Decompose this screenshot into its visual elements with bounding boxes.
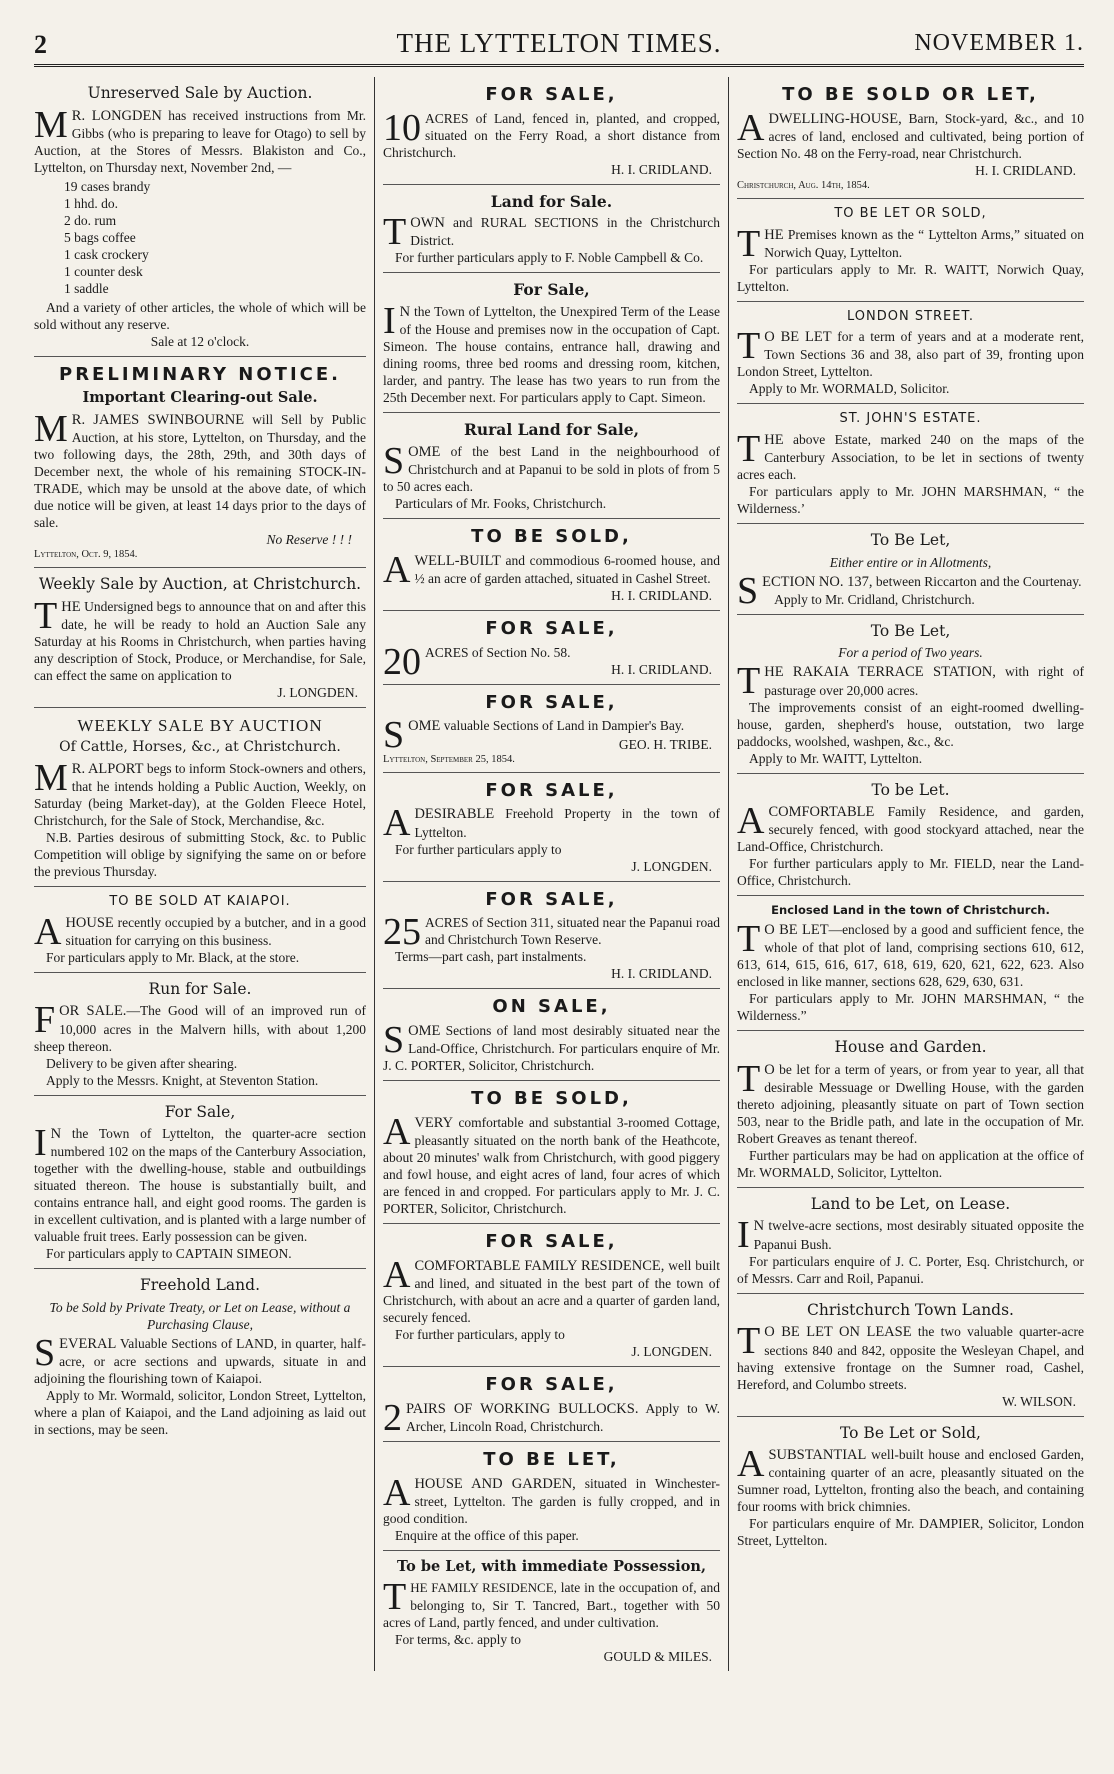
ad-heading: LONDON STREET. xyxy=(846,308,975,324)
ad-heading: TO BE SOLD, xyxy=(471,526,632,548)
drop-cap: A xyxy=(383,1111,411,1153)
ad-lead: HE xyxy=(764,431,784,448)
ad-lead: COMFORTABLE FAMILY RESIDENCE, xyxy=(414,1257,665,1274)
ad-heading: To Be Let or Sold, xyxy=(840,1423,981,1442)
ad-paragraph: For particulars apply to Mr. R. WAITT, Norwich Quay, Lyttelton. xyxy=(737,261,1084,294)
ad-lead: N xyxy=(50,1126,62,1143)
drop-cap: S xyxy=(383,439,405,482)
drop-cap: T xyxy=(34,594,58,637)
ad-heading: Weekly Sale by Auction, at Christchurch. xyxy=(38,575,362,594)
drop-cap: T xyxy=(737,917,761,960)
ad-freehold-property xyxy=(383,773,720,882)
drop-cap: A xyxy=(737,106,765,149)
goods-list xyxy=(64,178,366,297)
ad-body: ACRES of Section No. 58. xyxy=(425,644,571,660)
ad-body: comfortable and substantial 3-roomed Cottage, pleasantly situated on the north bank of the Heathcote, about 20 minutes' walk from Christchurch, with good piggery and fowl house, and eight acres of land, four acres of which are fenced in and cropped. For particulars apply to Mr. J. C. PORTER, Solicitor, Christchurch. xyxy=(383,1115,720,1217)
ad-lead: WELL-BUILT xyxy=(414,552,501,569)
drop-cap: A xyxy=(737,1443,765,1486)
list-item: 1 saddle xyxy=(64,280,109,296)
ad-body: the Town of Lyttelton, the Unexpired Term of the Lease of the House and premises now in the occupation of Capt. Simeon. The house contains, entrance hall, drawing and dining rooms, three bed rooms and dressing room, kitchen, larder, and pantry. The lease has two years to run from the 25th December next. For particulars apply to Capt. Simeon. xyxy=(383,303,720,406)
drop-cap: 10 xyxy=(383,106,421,149)
ad-paragraph: Apply to Mr. Cridland, Christchurch. xyxy=(774,591,975,607)
list-item: 2 do. rum xyxy=(64,212,117,228)
ad-heading: TO BE LET OR SOLD, xyxy=(834,206,987,222)
ad-let-or-sold xyxy=(737,1417,1084,1556)
ad-heading: PRELIMINARY NOTICE. xyxy=(59,363,341,385)
ad-body: the two valuable quarter-acre sections 840 and 842, opposite the Wesleyan Chapel, and having extensive frontage on the Sumner road, Cashel, Hereford, and Columbo streets. xyxy=(737,1324,1084,1392)
ad-paragraph: For particulars apply to Mr. Black, at the store. xyxy=(46,949,300,965)
drop-cap: I xyxy=(34,1122,47,1165)
ad-heading: ON SALE, xyxy=(492,996,611,1018)
ad-lead: OME xyxy=(408,718,441,735)
drop-cap: T xyxy=(737,1057,761,1100)
ad-heading: To Be Let, xyxy=(870,531,951,550)
signature: H. I. CRIDLAND. xyxy=(611,661,712,677)
ad-on-sale xyxy=(383,989,720,1081)
ad-paragraph: Enquire at the office of this paper. xyxy=(395,1528,579,1544)
ad-lead: OME xyxy=(408,1023,441,1040)
ad-lead: COMFORTABLE xyxy=(768,804,875,821)
ad-paragraph: For particulars apply to CAPTAIN SIMEON. xyxy=(46,1246,292,1262)
signature: J. LONGDEN. xyxy=(277,684,358,700)
ad-lead: N xyxy=(753,1218,765,1235)
ad-preliminary-notice xyxy=(34,357,366,568)
drop-cap: T xyxy=(383,1576,407,1619)
ad-paragraph: For further particulars, apply to xyxy=(395,1327,565,1343)
signature: J. LONGDEN. xyxy=(631,858,712,874)
ad-body: the Town of Lyttelton, the quarter-acre section numbered 102 on the maps of the Canterbury Association, together with the dwelling-house, stable and outbuildings situated thereon. The house is substantially built, and contains entrance hall, and eight good rooms. The garden is in excellent cultivation, and is planted with a large number of valuable fruit trees. Early possession can be given. xyxy=(34,1126,366,1245)
ad-body: Family Residence, and garden, securely fenced, with good stockyard attached, near the Land-Office, Christchurch. xyxy=(737,804,1084,855)
ad-paragraph: Apply to Mr. WAITT, Lyttelton. xyxy=(749,750,923,766)
ad-london-street xyxy=(737,302,1084,405)
ad-body: between Riccarton and the Courtenay. xyxy=(872,573,1082,589)
ad-unreserved-sale xyxy=(34,77,366,357)
ad-paragraph: For further particulars apply to Mr. FIELD, near the Land-Office, Christchurch. xyxy=(737,856,1084,889)
ad-paragraph: Apply to Mr. Wormald, solicitor, London Street, Lyttelton, where a plan of Kaiapoi, and the Land adjoining as laid out in sections, may be seen. xyxy=(34,1388,366,1438)
signature: H. I. CRIDLAND. xyxy=(611,161,712,177)
ad-body: situated in Winchester-street, Lyttelton. The garden is fully cropped, and in good condition. xyxy=(383,1475,720,1527)
ad-body: begs to inform Stock-owners and others, that he intends holding a Public Auction, Weekly, on Saturday (being Market-day), at the Golden Fleece Hotel, Christchurch, for the Sale of Stock, Merchandise, &c. xyxy=(34,761,366,829)
ad-run-for-sale xyxy=(34,973,366,1096)
ad-body: with right of pasturage over 20,000 acres. xyxy=(764,664,1084,698)
signature: GOULD & MILES. xyxy=(603,1648,712,1664)
ad-body: has received instructions from Mr. Gibbs (who is preparing to leave for Otago) to sell by Auction, at the Stores of Messrs. Blakiston and Co., Lyttelton, on Thursday next, November 2nd, — xyxy=(34,107,366,175)
list-item: 5 bags coffee xyxy=(64,229,136,245)
ad-freehold-land xyxy=(34,1269,366,1444)
drop-cap: T xyxy=(737,1320,761,1363)
drop-cap: I xyxy=(737,1214,750,1257)
ad-lead: R. LONGDEN xyxy=(71,107,162,124)
ad-body: ACRES of Section 311, situated near the Papanui road and Christchurch Town Reserve. xyxy=(425,915,720,948)
ad-body: Premises known as the “ Lyttelton Arms,” situated on Norwich Quay, Lyttelton. xyxy=(764,226,1084,260)
newspaper-title: THE LYTTELTON TIMES. xyxy=(396,28,722,58)
ad-house-garden-let xyxy=(383,1442,720,1551)
ad-family-residence xyxy=(383,1224,720,1367)
ad-subheading: Of Cattle, Horses, &c., at Christchurch. xyxy=(59,739,341,756)
ad-well-built-house xyxy=(383,519,720,611)
signature: H. I. CRIDLAND. xyxy=(975,162,1076,178)
ad-paragraph: For particulars apply to Mr. JOHN MARSHMAN, “ the Wilderness.” xyxy=(737,991,1084,1024)
ad-heading: FOR SALE, xyxy=(485,84,618,105)
ad-paragraph: Further particulars may be had on application at the office of Mr. WORMALD, Solicitor, Lyttelton. xyxy=(737,1147,1084,1180)
ad-heading: To be Let, with immediate Possession, xyxy=(396,1558,707,1576)
sale-time: Sale at 12 o'clock. xyxy=(150,333,250,349)
ad-lead: OR SALE. xyxy=(59,1003,127,1020)
ad-lead: HE RAKAIA TERRACE STATION, xyxy=(764,664,996,681)
ad-lead: EVERAL xyxy=(59,1336,117,1352)
dateline: Christchurch, Aug. 14th, 1854. xyxy=(737,179,870,191)
ad-20-acres xyxy=(383,611,720,685)
ad-body: and commodious 6-roomed house, and ½ an acre of garden attached, situated in Cashel Street. xyxy=(414,552,720,586)
ad-paragraph: For terms, &c. apply to xyxy=(395,1631,521,1647)
ad-lead: PAIRS OF WORKING BULLOCKS. xyxy=(406,1400,639,1417)
ad-lead: N xyxy=(399,303,411,320)
ad-dampiers-bay xyxy=(383,685,720,773)
ad-heading: Enclosed Land in the town of Christchurch. xyxy=(771,903,1050,918)
list-item: 19 cases brandy xyxy=(64,178,151,194)
list-item: 1 counter desk xyxy=(64,263,143,279)
ad-paragraph: N.B. Parties desirous of submitting Stock, &c. to Public Competition will oblige by signifying the same on or before the previous Thursday. xyxy=(34,830,366,880)
ad-lead: HE FAMILY RESIDENCE, xyxy=(410,1580,557,1596)
ad-heading: FOR SALE, xyxy=(485,691,618,713)
ad-body: be let for a term of years, or from year to year, all that desirable Messuage or Dwelling House, with the garden thereto adjoining, pleasantly situate on part of Town section 503, near to the Bridle path, and late in the occupation of Mr. Robert Greaves as tenant thereof. xyxy=(737,1061,1084,1146)
ad-lead: R. JAMES SWINBOURNE xyxy=(71,411,245,428)
ad-paragraph: And a variety of other articles, the whole of which will be sold without any reserve. xyxy=(34,299,366,332)
ad-paragraph: For particulars enquire of J. C. Porter, Esq. Christchurch, or of Messrs. Carr and Roil, Papanui. xyxy=(737,1253,1084,1286)
ad-body: ACRES of Land, fenced in, planted, and cropped, situated on the Ferry Road, a short distance from Christchurch. xyxy=(383,110,720,160)
ad-comfortable-residence xyxy=(737,774,1084,897)
ad-body: for a term of years and at a moderate rent, Town Sections 36 and 38, also part of 39, fronting upon London Street, Lyttelton. xyxy=(737,329,1084,380)
ad-immediate-possession xyxy=(383,1551,720,1671)
ad-unexpired-lease xyxy=(383,273,720,413)
dateline: Lyttelton, September 25, 1854. xyxy=(383,753,515,765)
drop-cap: 2 xyxy=(383,1396,402,1439)
ad-heading: TO BE SOLD, xyxy=(471,1088,632,1110)
ad-rakaia-terrace xyxy=(737,615,1084,774)
ad-body: valuable Sections of Land in Dampier's Bay. xyxy=(440,718,685,734)
ad-heading: House and Garden. xyxy=(834,1038,987,1057)
ad-body: Freehold Property in the town of Lyttelton. xyxy=(414,806,720,840)
ad-body: well built and lined, and situated in the best part of the town of Christchurch, with about an acre and a quarter of garden land, securely fenced. xyxy=(383,1257,720,1326)
ad-lead: VERY xyxy=(414,1115,454,1131)
ad-body: above Estate, marked 240 on the maps of the Canterbury Association, to be let in sections of twenty acres each. xyxy=(737,431,1084,483)
ad-paragraph: Delivery to be given after shearing. xyxy=(46,1055,238,1071)
ad-heading: Christchurch Town Lands. xyxy=(806,1300,1014,1319)
ad-heading: To Be Let, xyxy=(870,621,951,640)
ad-body: —enclosed by a good and sufficient fence, the whole of that plot of land, comprising sections 610, 612, 613, 614, 615, 616, 617, 618, 619, 620, 621, 622, 623. Also enclosed in like manner, sections 628, 629, 630, 631. xyxy=(737,921,1085,990)
column-3 xyxy=(729,77,1084,1555)
no-reserve: No Reserve ! ! ! xyxy=(266,531,352,547)
drop-cap: A xyxy=(383,802,411,845)
list-item: 1 cask crockery xyxy=(64,246,149,262)
ad-heading: FOR SALE, xyxy=(485,617,618,639)
page-number: 2 xyxy=(34,30,47,59)
ad-lyttelton-arms xyxy=(737,199,1084,302)
ad-land-for-sale xyxy=(383,185,720,274)
ad-dwelling-house xyxy=(737,77,1084,199)
ad-lead: ECTION NO. 137, xyxy=(762,573,873,590)
issue-date: NOVEMBER 1. xyxy=(914,30,1084,56)
ad-lead: O BE LET xyxy=(764,329,832,346)
ad-cottage xyxy=(383,1081,720,1224)
ad-for-sale-lyttelton xyxy=(34,1096,366,1270)
ad-body: —The Good will of an improved run of 10,000 acres in the Malvern hills, with about 1,200 sheep thereon. xyxy=(34,1003,366,1054)
signature: J. LONGDEN. xyxy=(631,1344,712,1360)
ad-lead: HE xyxy=(764,226,784,243)
ad-bullocks xyxy=(383,1367,720,1442)
ad-heading: WEEKLY SALE BY AUCTION xyxy=(77,715,323,735)
ad-lead: OWN xyxy=(410,215,445,232)
ad-paragraph: For particulars enquire of Mr. DAMPIER, Solicitor, London Street, Lyttelton. xyxy=(737,1516,1084,1549)
ad-subtitle: Either entire or in Allotments, xyxy=(829,554,992,570)
ad-house-and-garden xyxy=(737,1031,1084,1188)
ad-kaiapoi xyxy=(34,887,366,973)
ad-christchurch-town-lands xyxy=(737,1294,1084,1417)
ad-body: and RURAL SECTIONS in the Christchurch District. xyxy=(410,215,720,249)
ad-lead: HE xyxy=(61,598,81,615)
ad-lead: SUBSTANTIAL xyxy=(768,1447,867,1464)
ad-heading: FOR SALE, xyxy=(485,779,618,801)
drop-cap: M xyxy=(34,757,68,800)
column-1 xyxy=(34,77,374,1444)
ad-heading: FOR SALE, xyxy=(485,1231,618,1253)
ad-heading: Land for Sale. xyxy=(490,191,613,211)
ad-heading: FOR SALE, xyxy=(485,888,618,910)
ad-heading: TO BE SOLD OR LET, xyxy=(782,84,1039,105)
ad-heading: Run for Sale. xyxy=(148,979,252,998)
drop-cap: M xyxy=(34,407,68,450)
columns xyxy=(34,77,1084,1671)
ad-lead: DESIRABLE xyxy=(414,806,495,823)
ad-subheading: Important Clearing-out Sale. xyxy=(82,389,318,407)
ad-paragraph: Apply to Mr. WORMALD, Solicitor. xyxy=(749,381,950,397)
ad-heading: For Sale, xyxy=(513,280,590,300)
ad-body: well-built house and enclosed Garden, containing quarter of an acre, pleasantly situated on the Sumner road, Lyttelton, fronting also the beach, and containing four rooms with brick chimnies. xyxy=(737,1447,1084,1515)
ad-10-acres xyxy=(383,77,720,185)
ad-lead: R. ALPORT xyxy=(71,761,144,778)
drop-cap: A xyxy=(383,1471,411,1514)
ad-heading: Rural Land for Sale, xyxy=(463,420,640,440)
signature: H. I. CRIDLAND. xyxy=(611,587,712,603)
ad-weekly-sale-christchurch xyxy=(34,568,366,708)
ad-lead: O BE LET ON LEASE xyxy=(764,1324,912,1341)
ad-heading: TO BE LET, xyxy=(483,1449,620,1471)
drop-cap: M xyxy=(34,103,68,146)
ad-rural-land xyxy=(383,413,720,519)
ad-paragraph: Particulars of Mr. Fooks, Christchurch. xyxy=(395,496,607,512)
ad-st-johns-estate xyxy=(737,404,1084,524)
ad-heading: Freehold Land. xyxy=(140,1276,260,1295)
ad-25-acres xyxy=(383,882,720,990)
ad-heading: FOR SALE, xyxy=(485,1374,618,1396)
ad-body: Apply to W. Archer, Lincoln Road, Christchurch. xyxy=(406,1400,721,1435)
list-item: 1 hhd. do. xyxy=(64,195,118,211)
ad-paragraph: The improvements consist of an eight-roomed dwelling-house, garden, shepherd's house, outstation, two large paddocks, woolshed, washpen, &c., &c. xyxy=(737,699,1084,749)
drop-cap: A xyxy=(383,548,411,591)
drop-cap: A xyxy=(737,800,765,843)
ad-lead: HOUSE AND GARDEN, xyxy=(414,1475,576,1492)
drop-cap: T xyxy=(737,660,761,703)
ad-paragraph: For further particulars apply to xyxy=(395,841,562,857)
ad-heading: For Sale, xyxy=(164,1102,236,1121)
drop-cap: F xyxy=(34,999,56,1042)
column-2 xyxy=(374,77,729,1671)
drop-cap: T xyxy=(383,211,407,254)
drop-cap: S xyxy=(34,1332,56,1374)
ad-lead: O BE LET xyxy=(764,921,829,938)
masthead xyxy=(34,24,1084,67)
drop-cap: S xyxy=(737,569,759,612)
drop-cap: S xyxy=(383,1019,405,1062)
ad-body: will Sell by Public Auction, at his store, Lyttelton, on Thursday, and the two following days, the 28th, 29th, and 30th days of December next, the whole of his remaining STOCK-IN-TRADE, which may be unsold at the above date, of which due notice will be given, at least 14 days prior to the days of sale. xyxy=(34,411,366,530)
ad-heading: ST. JOHN'S ESTATE. xyxy=(839,411,982,427)
drop-cap: 20 xyxy=(383,640,421,683)
ad-paragraph: Apply to the Messrs. Knight, at Steventon Station. xyxy=(46,1072,319,1088)
ad-lead: HOUSE xyxy=(65,914,114,931)
ad-body: of the best Land in the neighbourhood of Christchurch and at Papanui to be sold in plots of from 5 to 50 acres each. xyxy=(383,443,720,495)
ad-body: Undersigned begs to announce that on and after this date, he will be ready to hold an Auction Sale any Saturday at his Rooms in Christchurch, when parties having any description of Stock, Produce, or Merchandise, for Sale, can effect the same on application to xyxy=(34,598,366,683)
ad-paragraph: For particulars apply to Mr. JOHN MARSHMAN, “ the Wilderness.’ xyxy=(737,484,1084,517)
ad-heading: To be Let. xyxy=(871,780,950,799)
ad-weekly-sale-cattle xyxy=(34,708,366,887)
drop-cap: S xyxy=(383,714,405,757)
ad-subtitle: To be Sold by Private Treaty, or Let on Lease, without a Purchasing Clause, xyxy=(49,1300,351,1332)
ad-body: recently occupied by a butcher, and in a good situation for carrying on this business. xyxy=(65,914,366,948)
drop-cap: T xyxy=(737,325,761,368)
ad-body: Sections of land most desirably situated near the Land-Office, Christchurch. For particulars enquire of Mr. J. C. PORTER, Solicitor, Christchurch. xyxy=(383,1023,720,1074)
ad-heading: TO BE SOLD AT KAIAPOI. xyxy=(109,894,291,910)
ad-body: late in the occupation of, and belonging to, Sir T. Tancred, Bart., together with 50 acres of Land, partly fenced, and under cultivation. xyxy=(383,1580,720,1630)
ad-body: twelve-acre sections, most desirably situated opposite the Papanui Bush. xyxy=(753,1218,1084,1252)
ad-body: Barn, Stock-yard, &c., and 10 acres of land, enclosed and cultivated, being portion of Section No. 48 on the Ferry-road, near Christchurch. xyxy=(737,110,1084,161)
ad-body: Valuable Sections of LAND, in quarter, half-acre, or acre sections and upwards, situate in and adjoining the flourishing town of Kaiapoi. xyxy=(34,1336,366,1387)
ad-lead: O xyxy=(764,1061,775,1078)
drop-cap: T xyxy=(737,427,761,470)
ad-section-137 xyxy=(737,524,1084,615)
ad-heading: Land to be Let, on Lease. xyxy=(810,1194,1011,1213)
drop-cap: 25 xyxy=(383,911,421,954)
ad-paragraph: For further particulars apply to F. Noble Campbell & Co. xyxy=(395,250,704,266)
signature: W. WILSON. xyxy=(1002,1393,1076,1409)
signature: H. I. CRIDLAND. xyxy=(611,966,712,982)
drop-cap: A xyxy=(383,1253,411,1296)
ad-lead: OME xyxy=(408,443,441,460)
ad-land-on-lease xyxy=(737,1188,1084,1294)
drop-cap: A xyxy=(34,910,62,953)
dateline: Lyttelton, Oct. 9, 1854. xyxy=(34,548,138,560)
ad-heading: Unreserved Sale by Auction. xyxy=(87,84,313,102)
drop-cap: I xyxy=(383,299,396,342)
ad-enclosed-land xyxy=(737,896,1084,1031)
ad-lead: DWELLING-HOUSE, xyxy=(768,110,902,127)
ad-subtitle: For a period of Two years. xyxy=(838,645,983,661)
signature: GEO. H. TRIBE. xyxy=(618,736,712,752)
drop-cap: T xyxy=(737,222,761,265)
ad-paragraph: Terms—part cash, part instalments. xyxy=(395,949,587,965)
